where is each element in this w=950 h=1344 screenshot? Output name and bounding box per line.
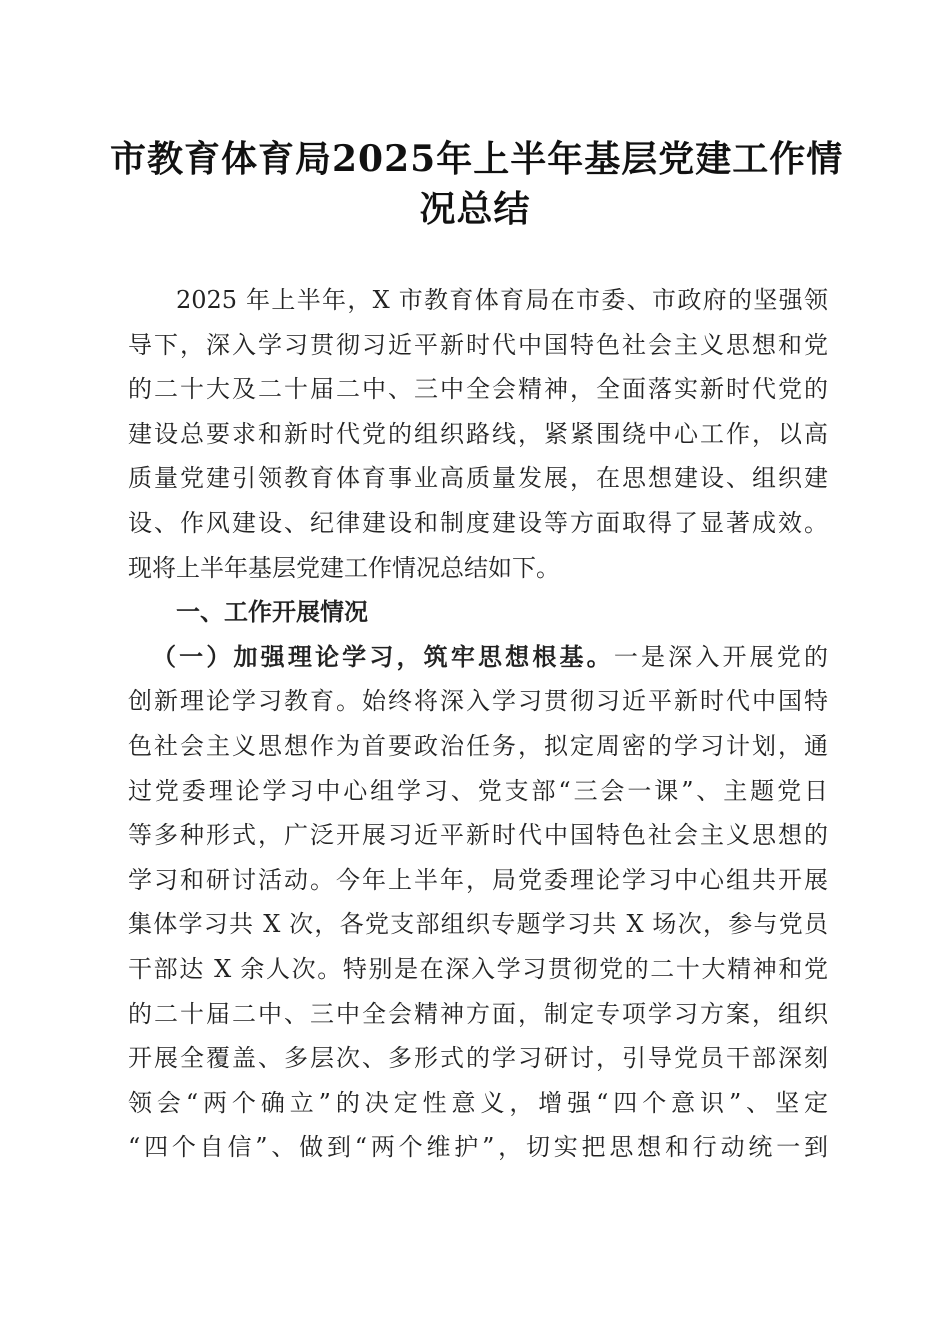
- section-heading: 一、工作开展情况: [176, 598, 368, 627]
- subsection-heading: （一）加强理论学习，筑牢思想根基。: [152, 641, 614, 671]
- body-line: 集体学习共 X 次，各党支部组织专题学习共 X 场次，参与党员: [128, 910, 828, 939]
- body-line: 学习和研讨活动。今年上半年，局党委理论学习中心组共开展: [128, 865, 828, 894]
- body-line: 等多种形式，广泛开展习近平新时代中国特色社会主义思想的: [128, 821, 828, 850]
- body-line: 开展全覆盖、多层次、多形式的学习研讨，引导党员干部深刻: [128, 1044, 828, 1073]
- body-line: 干部达 X 余人次。特别是在深入学习贯彻党的二十大精神和党: [128, 954, 828, 983]
- title-line-1: 市教育体育局2025年上半年基层党建工作情: [110, 138, 844, 180]
- subsection-first-line: [128, 635, 828, 680]
- document-body: [128, 278, 828, 1170]
- subsection-first-line-rest: 一是深入开展党的: [613, 642, 829, 671]
- title-line-2: 况总结: [419, 188, 531, 230]
- body-line: 创新理论学习教育。始终将深入学习贯彻习近平新时代中国特: [128, 687, 828, 716]
- body-line: “四个自信”、做到“两个维护”，切实把思想和行动统一到: [128, 1133, 828, 1162]
- body-line: 色社会主义思想作为首要政治任务，拟定周密的学习计划，通: [128, 731, 828, 760]
- intro-line: 质量党建引领教育体育事业高质量发展，在思想建设、组织建: [128, 464, 828, 493]
- body-line: 过党委理论学习中心组学习、党支部“三会一课”、主题党日: [128, 776, 828, 805]
- intro-line: 设、作风建设、纪律建设和制度建设等方面取得了显著成效。: [128, 508, 828, 537]
- intro-line: 2025 年上半年，X 市教育体育局在市委、市政府的坚强领: [176, 286, 828, 314]
- intro-line: 建设总要求和新时代党的组织路线，紧紧围绕中心工作，以高: [128, 419, 828, 448]
- body-line: 的二十届二中、三中全会精神方面，制定专项学习方案，组织: [128, 999, 828, 1028]
- body-line: 领会“两个确立”的决定性意义，增强“四个意识”、坚定: [128, 1088, 828, 1117]
- document-title: [110, 134, 844, 234]
- intro-line: 导下，深入学习贯彻习近平新时代中国特色社会主义思想和党: [128, 330, 828, 359]
- intro-line: 现将上半年基层党建工作情况总结如下。: [128, 553, 560, 582]
- intro-line: 的二十大及二十届二中、三中全会精神，全面落实新时代党的: [128, 375, 828, 404]
